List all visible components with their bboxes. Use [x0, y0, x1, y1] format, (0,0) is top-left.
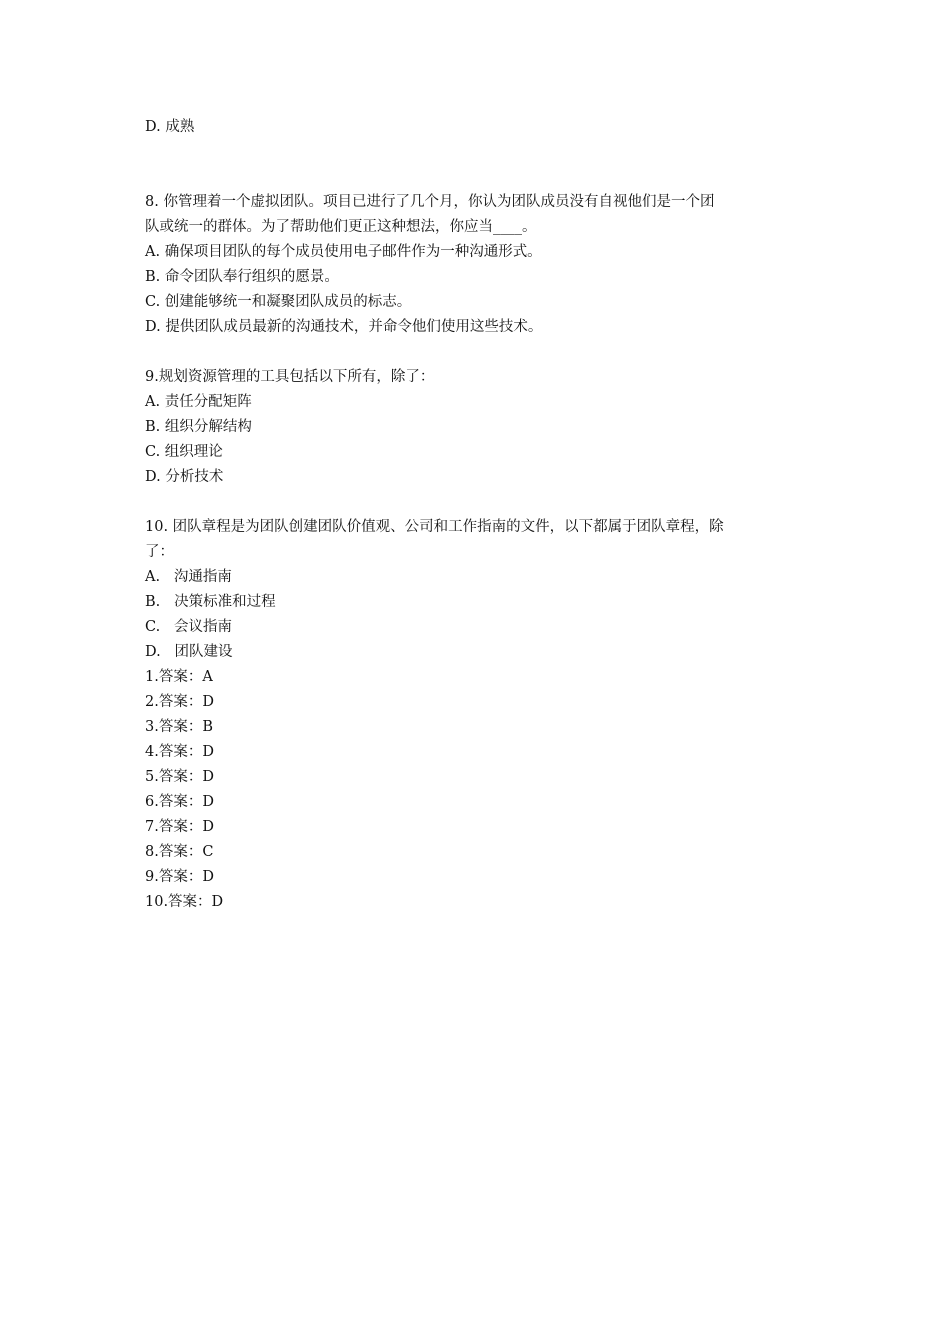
answer-item: 10.答案：D	[145, 894, 224, 910]
option-c: C. 创建能够统一和凝聚团队成员的标志。	[145, 294, 412, 310]
option-d: D. 团队建设	[145, 644, 233, 660]
option-b: B. 组织分解结构	[145, 419, 252, 435]
question-text-cont: 队或统一的群体。为了帮助他们更正这种想法，你应当____。	[145, 219, 537, 235]
answer-item: 7.答案：D	[145, 819, 214, 835]
option-d: D. 提供团队成员最新的沟通技术，并命令他们使用这些技术。	[145, 319, 543, 335]
question-9	[145, 365, 815, 490]
option-a: A. 沟通指南	[145, 569, 232, 585]
option-a: A. 确保项目团队的每个成员使用电子邮件作为一种沟通形式。	[145, 244, 542, 260]
question-10	[145, 515, 815, 915]
question-8	[145, 190, 815, 340]
answer-item: 9.答案：D	[145, 869, 214, 885]
option-b: B. 决策标准和过程	[145, 594, 276, 610]
answer-list	[145, 665, 815, 915]
question-text: 10. 团队章程是为团队创建团队价值观、公司和工作指南的文件，以下都属于团队章程，除	[145, 519, 724, 535]
question-text: 8. 你管理着一个虚拟团队。项目已进行了几个月，你认为团队成员没有自视他们是一个团	[145, 194, 715, 210]
answer-item: 5.答案：D	[145, 769, 214, 785]
answer-item: 1.答案：A	[145, 669, 213, 685]
option-d: D. 分析技术	[145, 469, 224, 485]
q7-tail	[145, 115, 815, 140]
answer-item: 6.答案：D	[145, 794, 214, 810]
answer-item: 3.答案：B	[145, 719, 213, 735]
answer-item: 2.答案：D	[145, 694, 214, 710]
option-c: C. 组织理论	[145, 444, 223, 460]
option-c: C. 会议指南	[145, 619, 233, 635]
question-text: 9.规划资源管理的工具包括以下所有，除了：	[145, 369, 435, 385]
option-d: D. 成熟	[145, 119, 195, 135]
question-text-cont: 了：	[145, 544, 174, 560]
answer-item: 4.答案：D	[145, 744, 214, 760]
answer-item: 8.答案：C	[145, 844, 214, 860]
option-b: B. 命令团队奉行组织的愿景。	[145, 269, 339, 285]
option-a: A. 责任分配矩阵	[145, 394, 252, 410]
